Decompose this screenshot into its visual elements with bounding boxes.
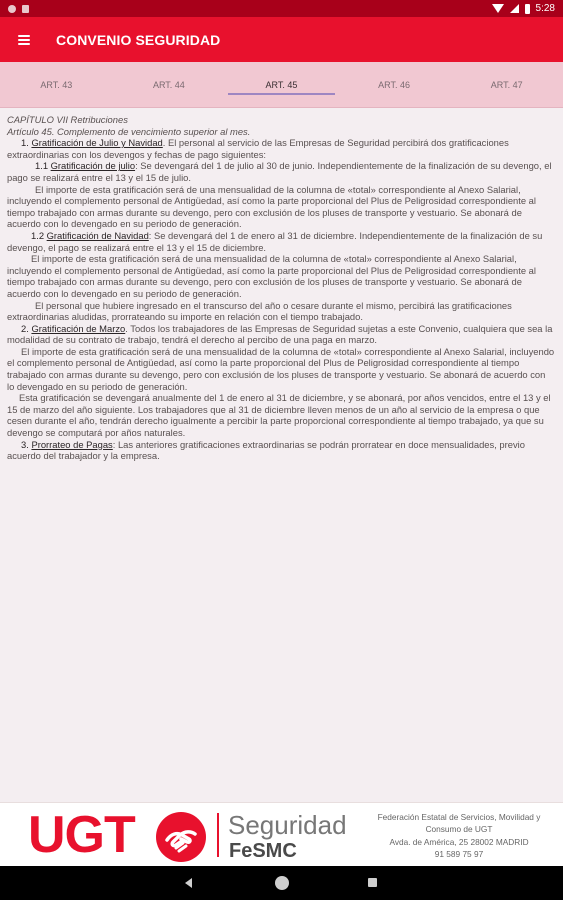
paragraph-2-title: Gratificación de Marzo [31,322,126,334]
handshake-logo-icon [156,812,206,862]
app-title: CONVENIO SEGURIDAD [56,31,221,48]
paragraph-1-1 [7,160,555,183]
paragraph-1-personal: El personal que hubiere ingresado en el transcurso del año o cesare durante el mismo, percibirá las gratificaciones extraordinarias aludidas, prorrateando su importe en relación con el tiempo trabajado. [7,299,512,323]
paragraph-3-number: 3. [21,438,32,450]
status-bar [0,0,563,17]
paragraph-1-1-importe: El importe de esta gratificación será de una mensualidad de la columna de «total» correspondiente al Anexo Salarial, incluyendo el complemento personal de Antigüedad, así como la parte proporcional del Plus de Peligrosidad correspondiente al tiempo trabajado con armas durante su devengo, pero con exclusión de los pluses de transporte y vestuario. Se abonará de acuerdo con lo devengado en su periodo de generación. [7,183,536,230]
tab-art-43[interactable]: ART. 43 [40,79,73,90]
paragraph-1-1-text: : Se devengará del 1 de julio al 30 de junio. Independientemente de la finalización de su devengo, el pago se realizará entre el 13 y el 15 de julio. [7,160,552,183]
notification-icon [8,5,16,13]
tab-art-47[interactable]: ART. 47 [490,79,523,90]
battery-icon [525,4,530,14]
paragraph-3-text: : Las anteriores gratificaciones extraordinarias se podrán prorratear en doce mensualidades, previo acuerdo del trabajador y la empresa. [7,438,525,462]
ugt-logo-text: UGT [28,806,135,864]
paragraph-1-title: Gratificación de Julio y Navidad [31,137,163,149]
paragraph-1-1-number: 1.1 [35,160,51,172]
wifi-icon [492,4,504,13]
phone-number: 91 589 75 97 [434,849,484,860]
paragraph-1 [7,137,555,160]
paragraph-2-devengo: Esta gratificación se devengará anualmente del 1 de enero al 31 de diciembre, y se abonará, por años vencidos, entre el 13 y el 15 de marzo del año siguiente. Los trabajadores que al 31 de diciembre lleven menos de un año al servicio de la empresa o que cesen durante el año, tendrán derecho igualmente a percibir la parte proporcional correspondiente al tiempo trabajado, ya que su devengo se computará por años naturales. [7,392,551,439]
home-icon[interactable] [275,876,289,890]
back-icon[interactable] [185,878,192,888]
paragraph-1-text: . El personal al servicio de las Empresas de Seguridad percibirá dos gratificaciones extraordinarias con los devengos y fechas de pago siguientes: [7,137,509,160]
address-line-2: Consumo de UGT [425,824,493,835]
federation-address [362,811,556,861]
article-heading: Artículo 45. Complemento de vencimiento superior al mes. [7,125,251,137]
paragraph-1-number: 1. [21,137,32,149]
chapter-heading: CAPÍTULO VII Retribuciones [7,114,128,125]
app-bar [0,17,563,62]
tab-art-45[interactable]: ART. 45 [225,62,338,107]
article-tabs [0,62,563,108]
hamburger-icon[interactable] [18,35,30,45]
tab-art-44[interactable]: ART. 44 [152,79,185,90]
status-time: 5:28 [535,3,555,14]
paragraph-3-title: Prorrateo de Pagas [31,438,113,450]
tab-art-46[interactable]: ART. 46 [378,79,410,90]
system-navigation-bar [0,866,563,900]
paragraph-1-2-number: 1.2 [31,229,47,241]
recent-apps-icon[interactable] [368,878,377,887]
paragraph-1-2 [7,230,555,253]
paragraph-1-2-title: Gratificación de Navidad [46,229,149,241]
paragraph-1-1-title: Gratificación de julio [50,160,136,172]
article-content[interactable] [0,108,563,802]
address-line-3: Avda. de América, 25 28002 MADRID [389,836,529,847]
paragraph-1-2-text: : Se devengará del 1 de enero al 31 de diciembre. Independientemente de la finalización de su devengo, el pago se realizará entre el 13 y el 15 de diciembre. [7,229,543,253]
sd-card-icon [22,5,29,13]
signal-icon [510,4,519,13]
paragraph-2-number: 2. [21,322,32,334]
fesmc-text: FeSMC [229,840,297,862]
paragraph-1-2-importe: El importe de esta gratificación será de una mensualidad de la columna de «total» correspondiente al Anexo Salarial, incluyendo el complemento personal de Antigüedad, así como la parte proporcional del Plus de Peligrosidad correspondiente al tiempo trabajado con armas durante su devengo, pero con exclusión de los pluses de transporte y vestuario. Se abonará de acuerdo con lo devengado en su periodo de generación. [7,253,536,299]
logo-divider [217,813,219,857]
paragraph-2 [7,323,555,346]
footer-banner [0,802,563,866]
paragraph-2-text: . Todos los trabajadores de las Empresas de Seguridad sujetas a este Convenio, cualquiera que sea la modalidad de su contrato de trabajo, tendrá el derecho al percibo de una paga en marzo. [7,322,553,346]
seguridad-text: Seguridad [228,810,347,840]
address-line-1: Federación Estatal de Servicios, Movilidad y [377,812,541,822]
paragraph-3 [7,439,555,462]
paragraph-2-importe: El importe de esta gratificación será de una mensualidad de la columna de «total» correspondiente al Anexo Salarial, incluyendo el complemento personal de Antigüedad, así como la parte proporcional del Plus de Peligrosidad correspondiente al tiempo trabajado con armas durante su devengo, pero con exclusión de los pluses de transporte y vestuario. Se abonará de acuerdo con lo devengado en su periodo de generación. [7,345,555,392]
